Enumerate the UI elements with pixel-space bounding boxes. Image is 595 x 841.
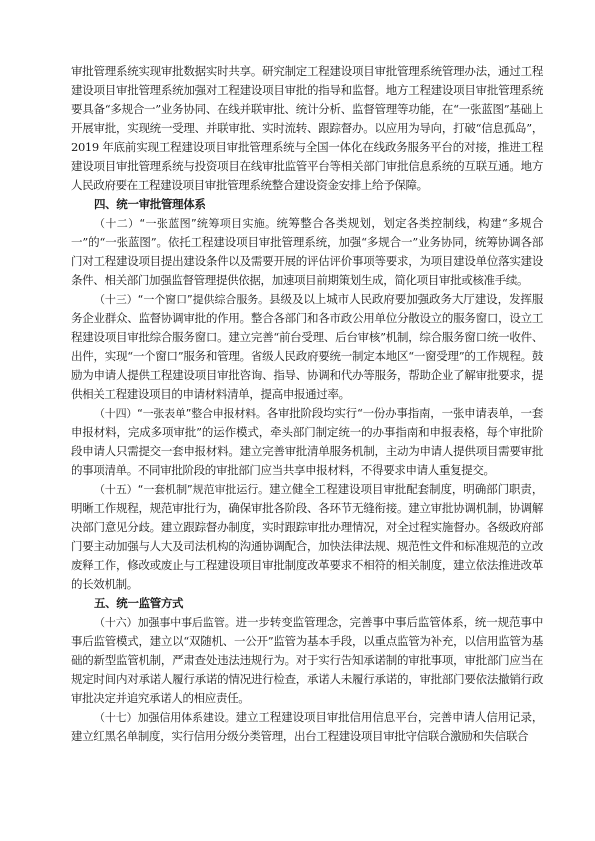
document-body <box>71 62 543 746</box>
paragraph-16 <box>71 613 543 708</box>
paragraph-15 <box>71 480 543 594</box>
paragraph-13-body: 县级及以上城市人民政府要加强政务大厅建设，发挥服务企业群众、监督协调审批的作用。整合各部门和各市政公用单位分散设立的服务窗口，设立工程建设项目审批综合服务窗口。建立完善“前台受理、后台审核”机制，综合服务窗口统一收件、出件，实现“一个窗口”服务和管理。省级人民政府要统一制定本地区“一窗受理”的工作规程。鼓励为申请人提供工程建设项目审批咨询、指导、协调和代办等服务，帮助企业了解审批要求，提供相关工程建设项目的申请材料清单，提高申报通过率。 <box>71 292 543 401</box>
paragraph-15-lead: （十五）“一套机制”规范审批运行。 <box>94 483 270 496</box>
section-heading-4: 四、统一审批管理体系 <box>94 197 206 211</box>
paragraph-12-body: 统筹整合各类规划，划定各类控制线，构建“多规合一”的“一张蓝图”。依托工程建设项目审批管理系统，加强“多规合一”业务协同，统筹协调各部门对工程建设项目提出建设条件以及需要开展的评估评价事项等要求，为项目建设单位落实建设条件、相关部门加强监督管理提供依据，加速项目前期策划生成，简化项目审批或核准手续。 <box>71 216 543 287</box>
paragraph-continued: 审批管理系统实现审批数据实时共享。研究制定工程建设项目审批管理系统管理办法，通过工程建设项目审批管理系统加强对工程建设项目审批的指导和监督。地方工程建设项目审批管理系统要具备“多规合一”业务协同、在线并联审批、统计分析、监督管理等功能，在“一张蓝图”基础上开展审批，实现统一受理、并联审批、实时流转、跟踪督办。以应用为导向，打破“信息孤岛”，2019 年底前实现工程建设项目审批管理系统与全国一体化在线政务服务平台的对接，推进工程建设项目审批管理系统与投资项目在线审批监管平台等相关部门审批信息系统的互联互通。地方人民政府要在工程建设项目审批管理系统整合建设资金安排上给予保障。 <box>71 64 543 192</box>
paragraph-14-body: 各审批阶段均实行“一份办事指南，一张申请表单，一套申报材料，完成多项审批”的运作模式，牵头部门制定统一的办事指南和申报表格，每个审批阶段申请人只需提交一套申报材料。建立完善审批清单服务机制，主动为申请人提供项目需要审批的事项清单。不同审批阶段的审批部门应当共享申报材料，不得要求申请人重复提交。 <box>71 406 543 477</box>
paragraph-14 <box>71 404 543 480</box>
paragraph-16-body: 进一步转变监管理念，完善事中事后监管体系，统一规范事中事后监管模式，建立以“双随机、一公开”监管为基本手段，以重点监管为补充，以信用监管为基础的新型监管机制，严肃查处违法违规行为。对于实行告知承诺制的审批事项，审批部门应当在规定时间内对承诺人履行承诺的情况进行检查，承诺人未履行承诺的，审批部门要依法撤销行政审批决定并追究承诺人的相应责任。 <box>71 615 543 705</box>
paragraph-15-body: 建立健全工程建设项目审批配套制度，明确部门职责，明晰工作规程，规范审批行为，确保审批各阶段、各环节无缝衔接。建立审批协调机制，协调解决部门意见分歧。建立跟踪督办制度，实时跟踪审批办理情况，对全过程实施督办。各级政府部门要主动加强与人大及司法机构的沟通协调配合，加快法律法规、规范性文件和标准规范的立改废释工作，修改或废止与工程建设项目审批制度改革要求不相符的相关制度，建立依法推进改革的长效机制。 <box>71 482 543 591</box>
paragraph-17-lead: （十七）加强信用体系建设。 <box>94 711 236 724</box>
paragraph-14-lead: （十四）“一张表单”整合申报材料。 <box>94 407 267 420</box>
paragraph-12 <box>71 214 543 290</box>
paragraph-12-lead: （十二）“一张蓝图”统筹项目实施。 <box>94 217 277 230</box>
paragraph-16-lead: （十六）加强事中事后监管。 <box>94 616 236 629</box>
paragraph-13 <box>71 290 543 404</box>
paragraph-17 <box>71 708 543 746</box>
paragraph-13-lead: （十三）“一个窗口”提供综合服务。 <box>94 293 270 306</box>
paragraph-17-body: 建立工程建设项目审批信用信息平台，完善申请人信用记录，建立红黑名单制度，实行信用分级分类管理，出台工程建设项目审批守信联合激励和失信联合 <box>71 710 543 743</box>
section-heading-5: 五、统一监管方式 <box>94 596 184 610</box>
